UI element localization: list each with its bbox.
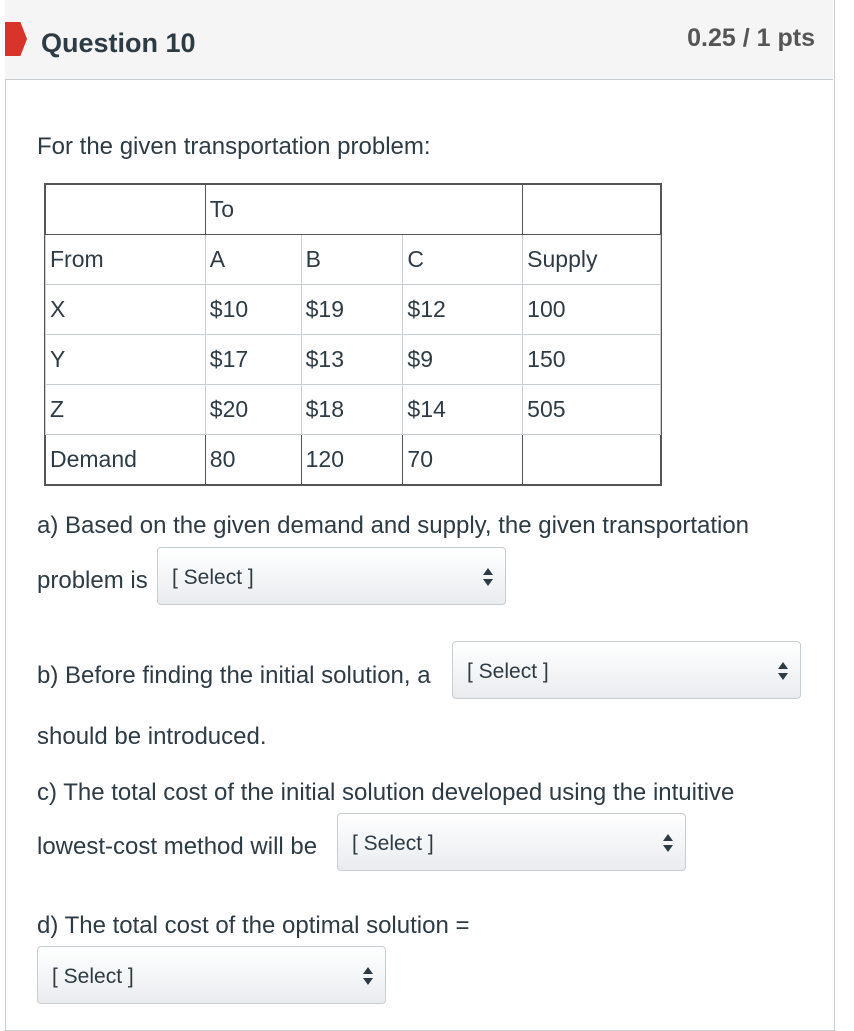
table-cell: $18 bbox=[301, 385, 403, 435]
table-cell bbox=[523, 435, 661, 485]
table-cell: 80 bbox=[205, 435, 301, 485]
part-c-text: c) The total cost of the initial solution developed using the intuitive bbox=[37, 779, 735, 806]
table-cell: Demand bbox=[46, 435, 206, 485]
part-b-select[interactable] bbox=[452, 641, 801, 699]
table-cell: $14 bbox=[403, 385, 523, 435]
table-cell: 120 bbox=[301, 435, 403, 485]
select-arrows-icon bbox=[778, 662, 788, 680]
select-arrows-icon bbox=[363, 967, 373, 985]
table-cell: $9 bbox=[403, 335, 523, 385]
question-header bbox=[5, 0, 833, 80]
table-cell: Y bbox=[46, 335, 206, 385]
part-a-text: a) Based on the given demand and supply, the given transportation bbox=[37, 512, 750, 539]
table-cell: Supply bbox=[523, 235, 661, 285]
table-cell: B bbox=[301, 235, 403, 285]
table-row bbox=[46, 385, 661, 435]
table-cell: $13 bbox=[301, 335, 403, 385]
table-cell: 505 bbox=[523, 385, 661, 435]
table-cell: From bbox=[46, 235, 206, 285]
table-cell: 150 bbox=[523, 335, 661, 385]
question-intro: For the given transportation problem: bbox=[37, 133, 431, 160]
table-row bbox=[46, 285, 661, 335]
table-cell: X bbox=[46, 285, 206, 335]
select-value: [ Select ] bbox=[352, 832, 434, 855]
table-cell: $20 bbox=[205, 385, 301, 435]
table-cell: $12 bbox=[403, 285, 523, 335]
part-d-select[interactable] bbox=[37, 946, 386, 1004]
part-d-text: d) The total cost of the optimal solution = bbox=[37, 912, 470, 939]
part-b-text-2: should be introduced. bbox=[37, 723, 267, 750]
table-cell: $17 bbox=[205, 335, 301, 385]
part-c-text-2: lowest-cost method will be bbox=[37, 833, 318, 860]
transportation-table bbox=[45, 184, 661, 485]
table-cell: A bbox=[205, 235, 301, 285]
part-a-text-2: problem is bbox=[37, 567, 148, 594]
select-arrows-icon bbox=[663, 834, 673, 852]
table-row bbox=[46, 185, 661, 235]
select-value: [ Select ] bbox=[52, 965, 134, 988]
question-points: 0.25 / 1 pts bbox=[687, 24, 815, 52]
table-cell: 100 bbox=[523, 285, 661, 335]
table-cell: $19 bbox=[301, 285, 403, 335]
table-cell: C bbox=[403, 235, 523, 285]
select-arrows-icon bbox=[483, 568, 493, 586]
table-cell: $10 bbox=[205, 285, 301, 335]
table-row bbox=[46, 235, 661, 285]
select-value: [ Select ] bbox=[467, 660, 549, 683]
question-title: Question 10 bbox=[41, 28, 196, 58]
part-a-select[interactable] bbox=[157, 547, 506, 605]
select-value: [ Select ] bbox=[172, 566, 254, 589]
table-cell: To bbox=[205, 185, 522, 235]
part-b-text: b) Before finding the initial solution, a bbox=[37, 662, 431, 689]
part-c-select[interactable] bbox=[337, 813, 686, 871]
table-row bbox=[46, 335, 661, 385]
table-cell: 70 bbox=[403, 435, 523, 485]
table-cell: Z bbox=[46, 385, 206, 435]
table-row bbox=[46, 435, 661, 485]
flag-icon[interactable] bbox=[5, 22, 27, 56]
